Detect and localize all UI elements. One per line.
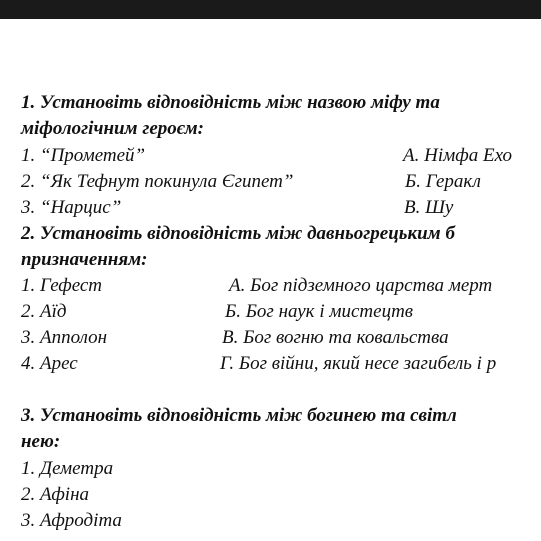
- q1-option-right-c: В. Шу: [404, 197, 454, 218]
- top-dark-bar: [0, 0, 541, 19]
- q3-title-line1: 3. Установіть відповідність між богинею та світл: [21, 405, 457, 426]
- q1-option-left-2: 2. “Як Тефнут покинула Єгипет”: [21, 171, 294, 192]
- q2-option-left-2: 2. Аїд: [21, 301, 67, 322]
- q2-option-right-a: А. Бог підземного царства мерт: [229, 275, 493, 296]
- q2-option-right-d: Г. Бог війни, який несе загибель і р: [220, 353, 497, 374]
- q1-title-line1: 1. Установіть відповідність між назвою міфу та: [21, 92, 440, 113]
- q3-item-3: 3. Афродіта: [21, 510, 122, 531]
- q2-title-line2: призначенням:: [21, 249, 148, 270]
- q1-option-left-1: 1. “Прометей”: [21, 145, 146, 166]
- q2-option-right-c: В. Бог вогню та ковальства: [222, 327, 449, 348]
- q1-option-left-3: 3. “Нарцис”: [21, 197, 122, 218]
- q3-item-2: 2. Афіна: [21, 484, 90, 505]
- q1-option-right-a: А. Німфа Ехо: [403, 145, 513, 166]
- q2-option-left-4: 4. Арес: [21, 353, 78, 374]
- q2-option-left-3: 3. Апполон: [21, 327, 108, 348]
- q2-option-left-1: 1. Гефест: [21, 275, 103, 296]
- q1-title-line2: міфологічним героєм:: [21, 118, 204, 139]
- q2-option-right-b: Б. Бог наук і мистецтв: [225, 301, 414, 322]
- q1-option-right-b: Б. Геракл: [405, 171, 481, 192]
- q3-item-1: 1. Деметра: [21, 458, 114, 479]
- q2-title-line1: 2. Установіть відповідність між давньогрецьким б: [21, 223, 455, 244]
- q3-title-line2: нею:: [21, 431, 61, 452]
